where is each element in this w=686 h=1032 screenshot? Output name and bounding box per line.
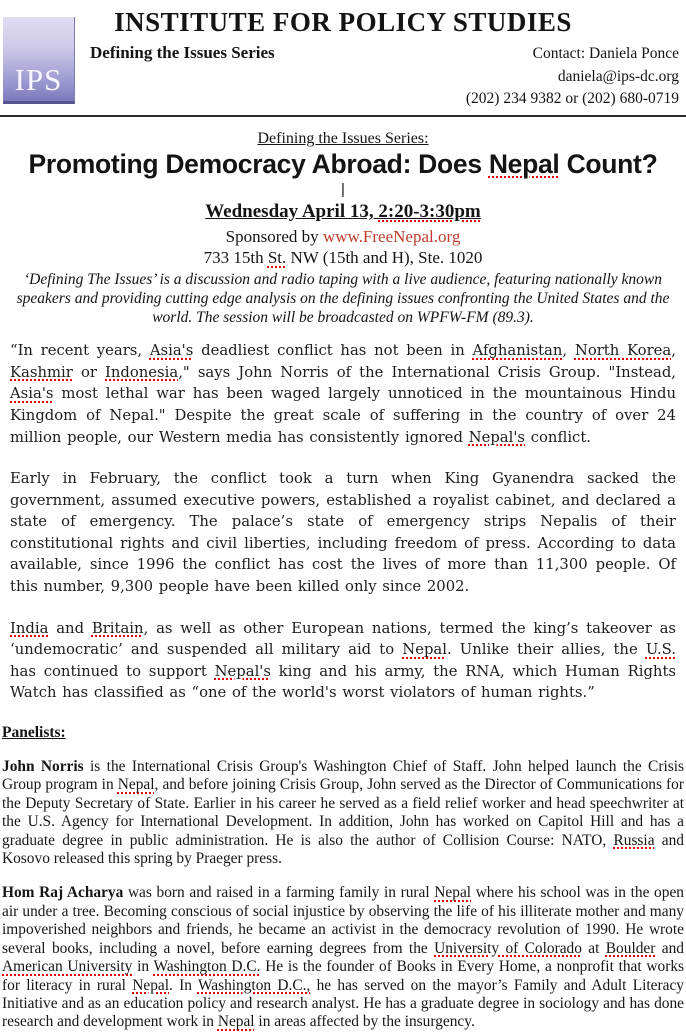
series-subtitle: Defining the Issues Series: [257, 130, 429, 147]
header [0, 0, 686, 117]
sponsor-prefix: Sponsored by [225, 227, 323, 247]
org-name: INSTITUTE FOR POLICY STUDIES [114, 7, 572, 37]
contact-block [466, 43, 679, 111]
panelist-bio: Hom Raj Acharya was born and raised in a farming family in rural Nepal where his school was in the open air under a tree. Becoming conscious of social injustice by observing the life of his illiterate mother and many impoverished neighbors and friends, he became an activist in the democracy revolution of 1990. He wrote several books, including a novel, before earning degrees from the University of Colorado at Boulder and American University in Washington D.C. He is the founder of Books in Every Home, a nonprofit that works for literacy in rural Nepal. In Washington D.C., he has served on the mayor’s Family and Adult Literacy Initiative and as an education policy and research analyst. He has a graduate degree in sociology and has done research and development work in Nepal in areas affected by the insurgency. [2, 884, 685, 1031]
series-name: Defining the Issues Series [90, 43, 275, 62]
panelists-heading: Panelists: [2, 724, 66, 742]
body-paragraph: India and Britain, as well as other European nations, termed the king’s takeover as ‘undemocratic’ and suspended all military aid to Nepal. Unlike their allies, the U.S. has continued to support Nepal's king and his army, the RNA, which Human Rights Watch has classified as “one of the world's worst violators of human rights.” [10, 619, 677, 702]
event-title: Promoting Democracy Abroad: Does Nepal Count? [28, 149, 658, 179]
panelist-bio: John Norris is the International Crisis Group's Washington Chief of Staff. John helped launch the Crisis Group program in Nepal, and before joining Crisis Group, John served as the Director of Communications for the Deputy Secretary of State. Earlier in his career he served as a field relief worker and head speechwriter at the U.S. Agency for International Development. In addition, John has worked on Capitol Hill and has a graduate degree in public administration. He is also the author of Collision Course: NATO, Russia and Kosovo released this spring by Praeger press. [2, 758, 684, 868]
sponsor-link[interactable]: www.FreeNepal.org [322, 227, 461, 247]
event-datetime [0, 201, 686, 223]
document-body [0, 340, 686, 704]
ips-logo [3, 17, 75, 104]
venue-address: 733 15th St. NW (15th and H), Ste. 1020 [203, 248, 483, 268]
ips-logo-text: IPS [14, 62, 63, 97]
contact-phone: (202) 234 9382 or (202) 680-0719 [465, 90, 679, 107]
title-divider: | [341, 181, 345, 199]
series-tagline: ‘Defining The Issues’ is a discussion and radio taping with a live audience, featuring nationally known speakers and providing cutting edge analysis on the defining issues confronting the United States and the world. The session will be broadcasted on WPFW-FM (89.3). [16, 271, 670, 327]
contact-name: Contact: Daniela Ponce [532, 45, 679, 62]
body-paragraph: “In recent years, Asia's deadliest conflict has not been in Afghanistan, North Korea, Kashmir or Indonesia," says John Norris of the International Crisis Group. "Instead, Asia's most lethal war has been waged largely unnoticed in the mountainous Hindu Kingdom of Nepal." Despite the great scale of suffering in the country of over 24 million people, our Western media has consistently ignored Nepal's conflict. [10, 342, 676, 446]
body-paragraph: Early in February, the conflict took a turn when King Gyanendra sacked the government, assumed executive powers, established a royalist cabinet, and declared a state of emergency. The palace’s state of emergency strips Nepalis of their constitutional rights and civil liberties, including freedom of press. According to data available, since 1996 the conflict has cost the lives of more than 11,300 people. Of this number, 9,300 people have been killed only since 2002. [10, 470, 676, 596]
panelist-bios [0, 758, 686, 1032]
event-datetime-text: Wednesday April 13, 2:20-3:30pm [205, 201, 481, 223]
contact-email: daniela@ips-dc.org [557, 67, 679, 85]
sponsor-line [0, 227, 686, 247]
